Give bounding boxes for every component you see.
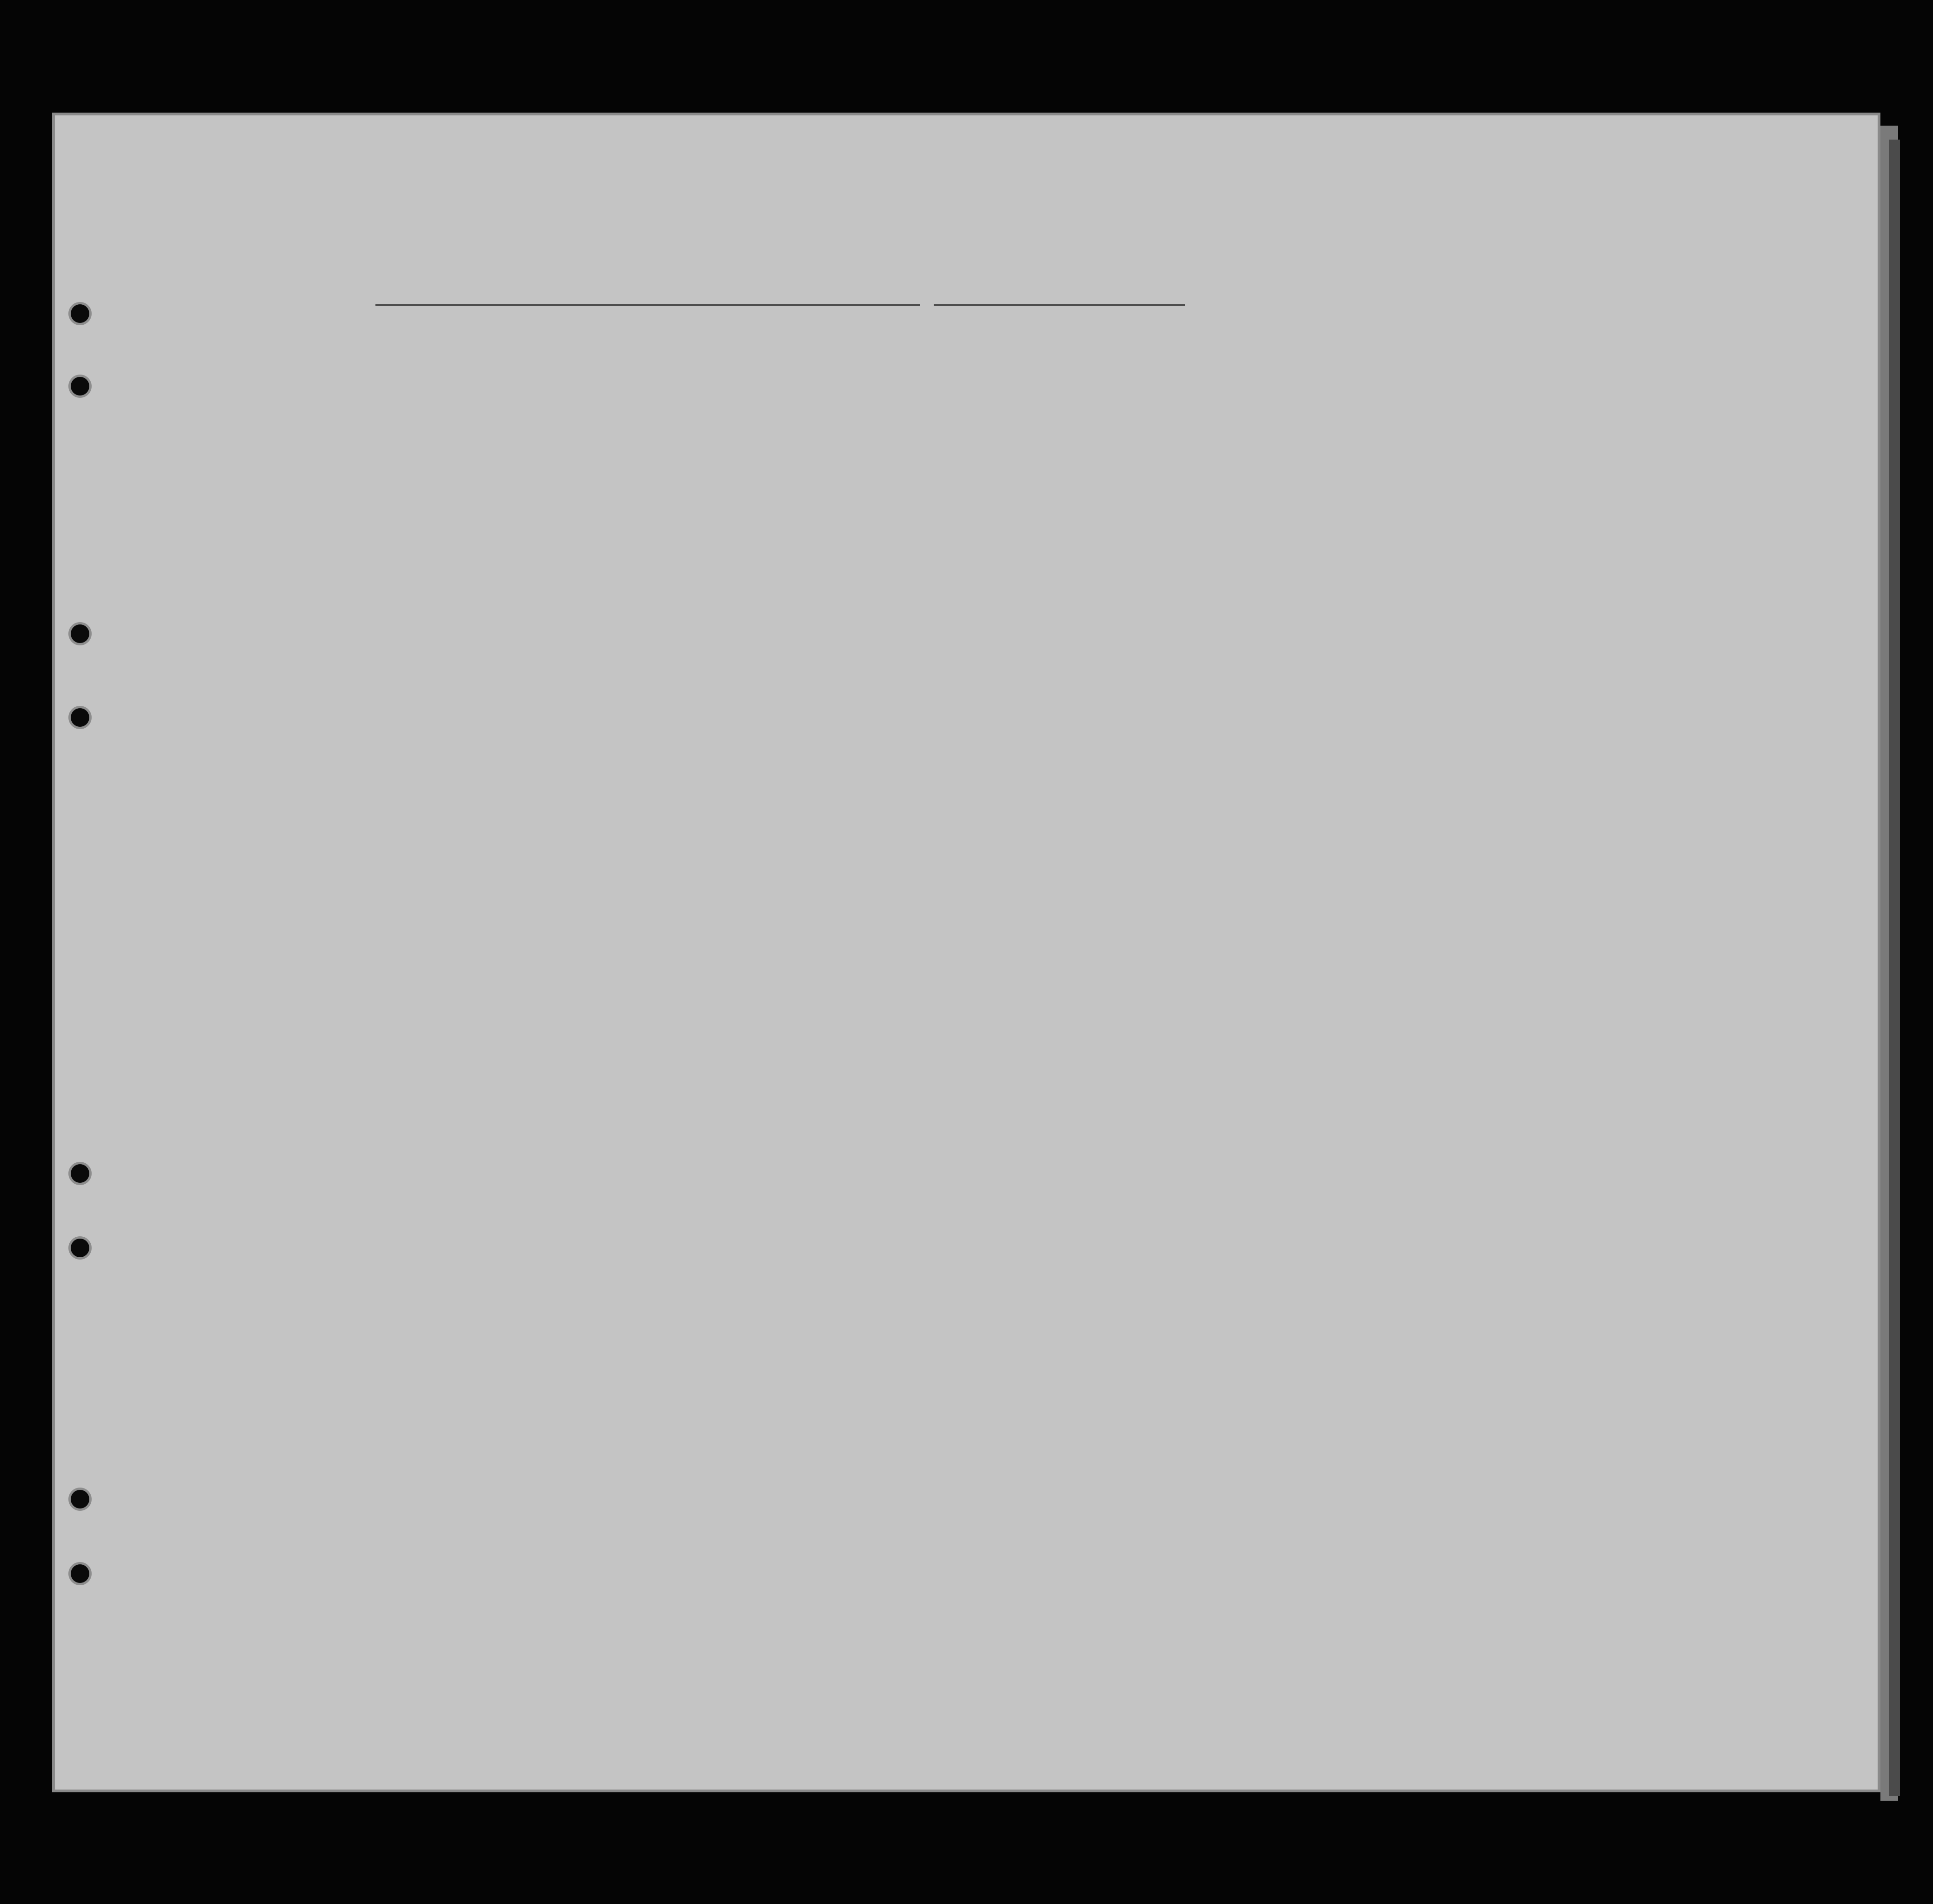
manifest-page [52, 113, 1880, 1792]
binder-hole [71, 1239, 89, 1257]
binder-hole [71, 624, 89, 643]
binder-hole [71, 304, 89, 323]
binder-hole [71, 377, 89, 396]
binder-hole [71, 1164, 89, 1183]
manifest-grid [52, 113, 1880, 1792]
binder-hole [71, 708, 89, 727]
page-edge-shadow-dark [1889, 140, 1900, 1796]
binder-hole [71, 1490, 89, 1508]
binder-hole [71, 1564, 89, 1583]
